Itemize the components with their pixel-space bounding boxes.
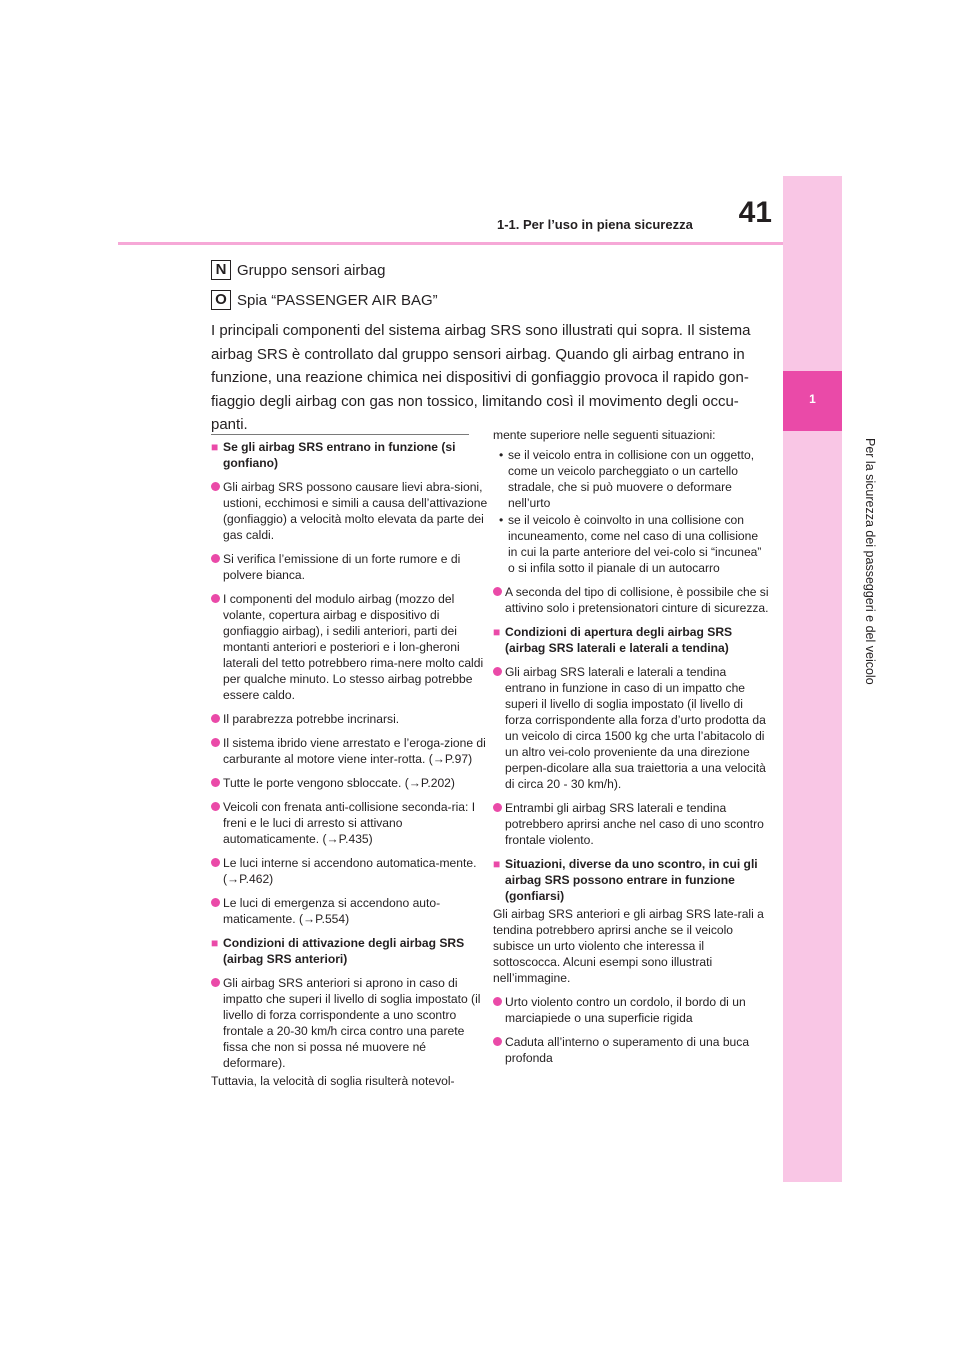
filled-circle-icon: [211, 551, 223, 583]
filled-circle-icon: [493, 584, 505, 616]
column-divider: [211, 434, 469, 435]
callout-badge: O: [211, 290, 231, 310]
callout-passenger-airbag-light: [211, 290, 438, 310]
filled-circle-icon: [211, 975, 223, 1071]
filled-circle-icon: [211, 855, 223, 887]
header-divider: [118, 242, 783, 245]
black-square-icon: ■: [211, 936, 219, 950]
section-heading: ■ Se gli airbag SRS entrano in funzione (si gonfiano): [211, 440, 456, 470]
chapter-number: 1: [809, 392, 816, 406]
right-column: [493, 427, 770, 1074]
callout-sensor-unit: [211, 260, 385, 280]
list-item: Gli airbag SRS anteriori si aprono in caso di impatto che superi il livello di soglia impostato (il livello di forza corrispondente a uno scontro frontale a 20-30 km/h circa contro una parete fissa che non si possa né muovere né deformare).: [211, 975, 488, 1071]
filled-circle-icon: [493, 994, 505, 1026]
filled-circle-icon: [211, 735, 223, 767]
list-item: Il parabrezza potrebbe incrinarsi.: [211, 711, 488, 727]
section-title: 1-1. Per l’uso in piena sicurezza: [497, 217, 693, 232]
left-column: [211, 427, 488, 1089]
section-heading: ■ Condizioni di apertura degli airbag SRS (airbag SRS laterali e laterali a tendina): [493, 625, 733, 655]
list-item: Si verifica l’emissione di un forte rumore e di polvere bianca.: [211, 551, 488, 583]
callout-label: Spia “PASSENGER AIR BAG”: [237, 291, 438, 309]
list-item: Gli airbag SRS laterali e laterali a tendina entrano in funzione in caso di un impatto che superi il livello di soglia impostato (il livello di forza corrispondente alla forza d’urto prodotta da un veicolo di circa 1500 kg che urta l’abitacolo di un altro vei-colo proveniente da una direzione perpen-dicolare alla sua traiettoria a una velocità di circa 20 - 30 km/h).: [493, 664, 770, 792]
list-item: Le luci di emergenza si accendono auto-maticamente. (→P.554): [211, 895, 488, 927]
list-item: Le luci interne si accendono automatica-mente. (→P.462): [211, 855, 488, 887]
filled-circle-icon: [211, 711, 223, 727]
page-number: 41: [738, 196, 772, 229]
list-item: Gli airbag SRS possono causare lievi abra-sioni, ustioni, ecchimosi e simili a causa dell’attivazione (gonfiaggio) a velocità molto elevata da parte dei gas caldi.: [211, 479, 488, 543]
chapter-title: Per la sicurezza dei passeggeri e del veicolo: [863, 438, 877, 685]
list-item: Tutte le porte vengono sbloccate. (→P.202): [211, 775, 488, 791]
filled-circle-icon: [493, 1034, 505, 1066]
list-item: A seconda del tipo di collisione, è possibile che si attivino solo i pretensionatori cinture di sicurezza.: [493, 584, 770, 616]
continuation-text: mente superiore nelle seguenti situazioni:: [493, 428, 716, 442]
list-item: I componenti del modulo airbag (mozzo del volante, copertura airbag e dispositivo di gonfiaggio airbag), i sedili anteriori, parti dei montanti anteriori e posteriori e i lon-gheroni laterali del tetto potrebbero rima-nere molto caldi per qualche minuto. Lo stesso airbag potrebbe essere caldo.: [211, 591, 488, 703]
list-item: Veicoli con frenata anti-collisione seconda-ria: I freni e le luci di arresto si attivano automaticamente. (→P.435): [211, 799, 488, 847]
filled-circle-icon: [493, 800, 505, 848]
list-item: • se il veicolo è coinvolto in una collisione con incuneamento, come nel caso di una collisione in cui la parte anteriore del vei-colo si “incunea” o si infila sotto il pianale di un autocarro: [499, 513, 762, 575]
black-square-icon: ■: [493, 857, 501, 871]
list-item: • se il veicolo entra in collisione con un oggetto, come un veicolo parcheggiato o un cartello stradale, che si può muovere o deformare nell’urto: [499, 448, 755, 510]
black-square-icon: ■: [211, 440, 219, 454]
intro-paragraph: I principali componenti del sistema airbag SRS sono illustrati qui sopra. Il sistema airbag SRS è controllato dal gruppo sensori airbag. Quando gli airbag entrano in funzione, una reazione chimica nei dispositivi di gonfiaggio provoca il rapido gon-fiaggio degli airbag con gas non tossico, limitando così il movimento degli occu-panti.: [211, 322, 751, 433]
continuation-text: Tuttavia, la velocità di soglia risulterà notevol-: [211, 1074, 455, 1088]
filled-circle-icon: [211, 799, 223, 847]
body-paragraph: Gli airbag SRS anteriori e gli airbag SRS late-rali a tendina potrebbero aprirsi anche se il veicolo subisce un urto violento che interessa il sottoscocca. Alcuni esempi sono illustrati nell’immagine.: [493, 907, 764, 985]
section-heading: ■ Condizioni di attivazione degli airbag SRS (airbag SRS anteriori): [211, 936, 465, 966]
filled-circle-icon: [211, 775, 223, 791]
black-square-icon: ■: [493, 625, 501, 639]
callout-label: Gruppo sensori airbag: [237, 261, 386, 279]
list-item: Entrambi gli airbag SRS laterali e tendina potrebbero aprirsi anche nel caso di uno scontro frontale violento.: [493, 800, 770, 848]
list-item: Caduta all’interno o superamento di una buca profonda: [493, 1034, 770, 1066]
callout-badge: N: [211, 260, 231, 280]
filled-circle-icon: [211, 479, 223, 543]
filled-circle-icon: [493, 664, 505, 792]
list-item: Il sistema ibrido viene arrestato e l’eroga-zione di carburante al motore viene inter-rotta. (→P.97): [211, 735, 488, 767]
list-item: Urto violento contro un cordolo, il bordo di un marciapiede o una superficie rigida: [493, 994, 770, 1026]
filled-circle-icon: [211, 591, 223, 703]
filled-circle-icon: [211, 895, 223, 927]
section-heading: ■ Situazioni, diverse da uno scontro, in cui gli airbag SRS possono entrare in funzione (gonfiarsi): [493, 857, 758, 903]
